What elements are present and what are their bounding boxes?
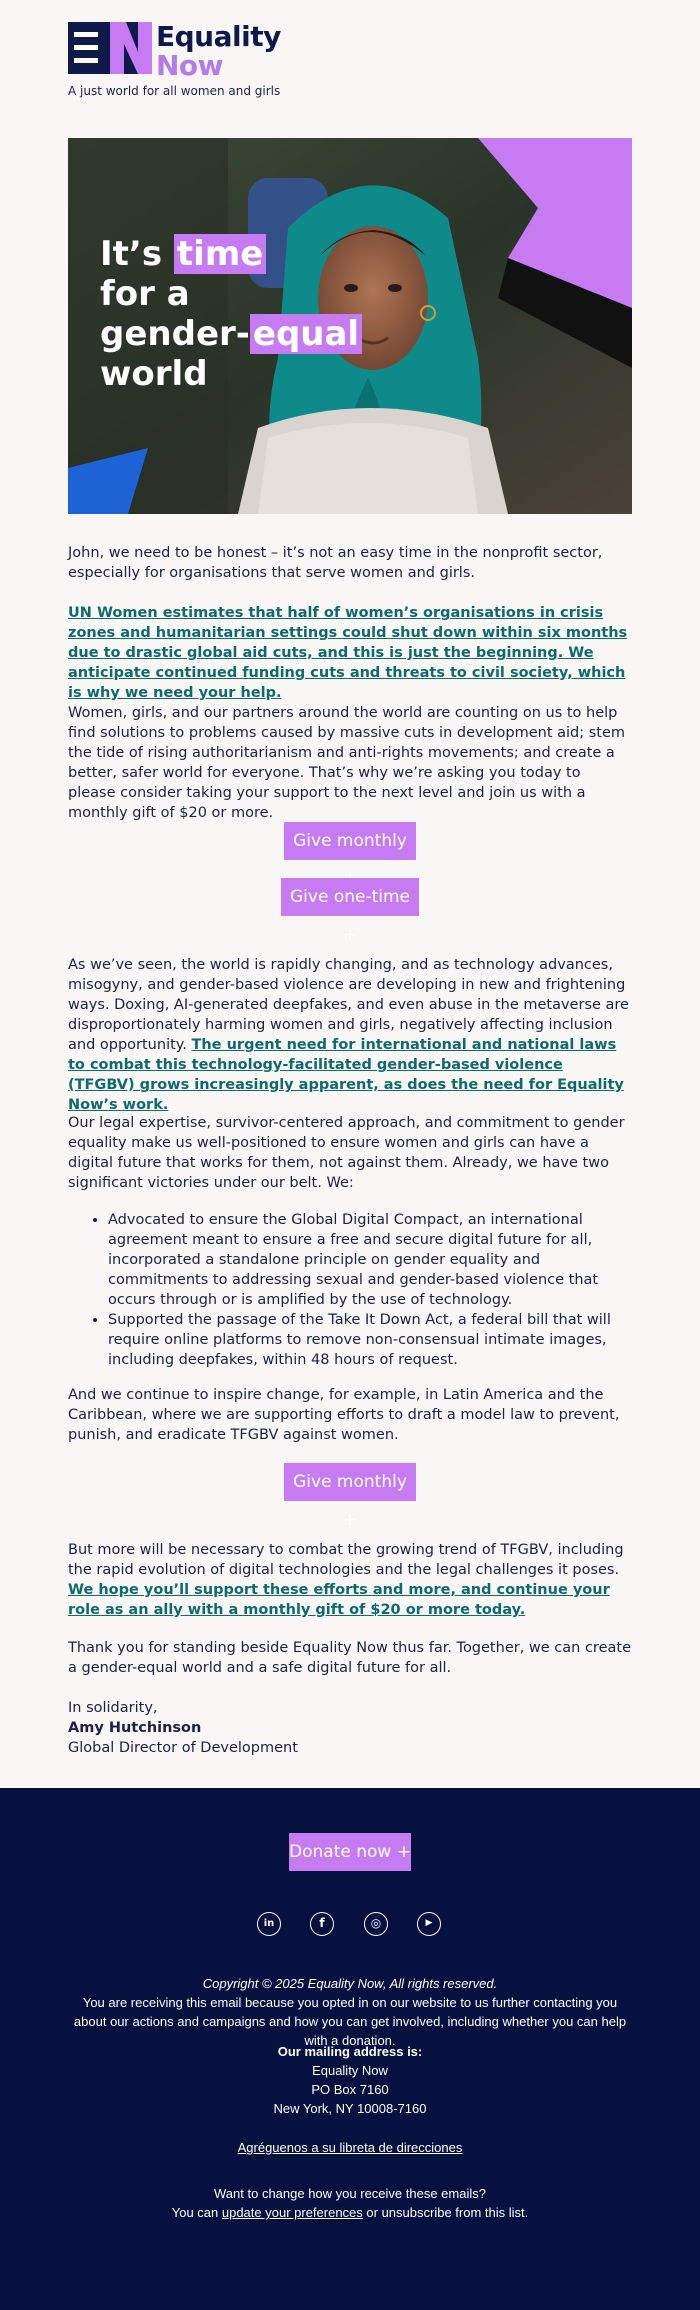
address-box: PO Box 7160 bbox=[311, 2082, 389, 2097]
give-monthly-button[interactable]: Give monthly bbox=[284, 822, 416, 860]
change-question: Want to change how you receive these emails? bbox=[214, 2186, 486, 2201]
list-item: • Supported the passage of the Take It Down Act, a federal bill that will require online platforms to remove non-consensual intimate images, including deepfakes, within 48 hours of request. bbox=[108, 1310, 632, 1370]
en-logo-mark-icon bbox=[68, 22, 152, 74]
signer-title: Global Director of Development bbox=[68, 1740, 298, 1756]
paragraph-more-needed bbox=[68, 1540, 632, 1620]
victories-list bbox=[68, 1210, 632, 1370]
un-women-link[interactable]: UN Women estimates that half of women’s organisations in crisis zones and humanitarian settings could shut down within six months due to drastic global aid cuts, and this is just the beginning. We anticipate continued funding cuts and threats to civil society, which is why we need your help. bbox=[68, 605, 628, 701]
change-pre: You can bbox=[171, 2205, 222, 2220]
hero-line3b: equal bbox=[250, 314, 362, 354]
tfgbv-link[interactable]: The urgent need for international and national laws to combat this technology-facilitated gender-based violence (TFGBV) grows increasingly apparent, as does the need for Equality Now’s work. bbox=[68, 1037, 624, 1113]
youtube-icon[interactable] bbox=[417, 1912, 441, 1936]
facebook-glyph: f bbox=[319, 1916, 325, 1930]
signature-block bbox=[68, 1698, 632, 1758]
hero-line3a: gender- bbox=[100, 314, 250, 354]
hero-image[interactable] bbox=[68, 138, 632, 514]
instagram-icon[interactable] bbox=[364, 1912, 388, 1936]
preferences-row bbox=[0, 2203, 700, 2222]
footer bbox=[0, 1788, 700, 2310]
hero-line1a: It’s bbox=[100, 234, 174, 274]
hero-line4: world bbox=[100, 354, 208, 394]
donate-now-button[interactable]: Donate now + bbox=[289, 1833, 411, 1871]
paragraph-thanks: Thank you for standing beside Equality Now thus far. Together, we can create a gender-equal world and a safe digital future for all. bbox=[68, 1640, 631, 1676]
paragraph-more-text: But more will be necessary to combat the growing trend of TFGBV, including the rapid evolution of digital technologies and the legal challenges it poses. bbox=[68, 1542, 624, 1578]
hero-headline bbox=[100, 234, 362, 394]
copyright: Copyright © 2025 Equality Now, All rights reserved. bbox=[202, 1976, 498, 1991]
tagline: A just world for all women and girls bbox=[68, 84, 281, 98]
instagram-glyph: ◎ bbox=[370, 1916, 382, 1930]
logo-word-now: Now bbox=[156, 49, 224, 82]
signer-name: Amy Hutchinson bbox=[68, 1720, 202, 1736]
hero-line2: for a bbox=[100, 274, 190, 314]
paragraph-tfgbv bbox=[68, 955, 632, 1115]
address-org: Equality Now bbox=[312, 2063, 388, 2078]
equality-now-logo[interactable] bbox=[68, 22, 348, 102]
give-one-time-button[interactable]: Give one-time + bbox=[281, 878, 419, 916]
logo-word-equality: Equality bbox=[156, 20, 281, 53]
facebook-icon[interactable] bbox=[310, 1912, 334, 1936]
give-monthly-button-2[interactable]: Give monthly + bbox=[284, 1463, 416, 1501]
change-post: or unsubscribe from this list. bbox=[362, 2205, 529, 2220]
signoff: In solidarity, bbox=[68, 1700, 158, 1716]
linkedin-glyph: in bbox=[263, 1918, 275, 1929]
paragraph-tfgbv-text: As we’ve seen, the world is rapidly changing, and as technology advances, misogyny, and gender-based violence are developing in new and frightening ways. Doxing, AI-generated deepfakes, and even abuse in the metaverse are disproportionately harming women and girls, negatively affecting inclusion and opportunity. bbox=[68, 957, 629, 1053]
paragraph-counting: Women, girls, and our partners around the world are counting on us to help find solutions to problems caused by massive cuts in development aid; stem the tide of rising authoritarianism and anti-rights movements; and create a better, safer world for everyone. That’s why we’re asking you today to please consider taking your support to the next level and join us with a monthly gift of $20 or more. bbox=[68, 705, 626, 821]
paragraph-intro: John, we need to be honest – it’s not an easy time in the nonprofit sector, especially for organisations that serve women and girls. bbox=[68, 545, 603, 581]
youtube-glyph: ▶ bbox=[425, 1918, 433, 1928]
linkedin-icon[interactable] bbox=[257, 1912, 281, 1936]
support-link[interactable]: We hope you’ll support these efforts and more, and continue your role as an ally with a monthly gift of $20 or more today. bbox=[68, 1582, 610, 1618]
address-city: New York, NY 10008-7160 bbox=[273, 2101, 427, 2116]
opt-in-notice: You are receiving this email because you opted in on our website to us further contacting you about our actions and campaigns and how you can get involved, including whether you can help with a donation. bbox=[73, 1995, 627, 2048]
list-item: • Advocated to ensure the Global Digital Compact, an international agreement meant to ensure a free and secure digital future for all, incorporated a standalone principle on gender equality and commitments to addressing sexual and gender-based violence that occurs through or is amplified by the use of technology. bbox=[108, 1210, 632, 1310]
paragraph-un-women bbox=[68, 603, 632, 703]
hero-line1b: time bbox=[174, 234, 266, 274]
address-book-link[interactable]: Agréguenos a su libreta de direcciones bbox=[237, 2140, 463, 2155]
paragraph-latin-america: And we continue to inspire change, for example, in Latin America and the Caribbean, where we are supporting efforts to draft a model law to prevent, punish, and eradicate TFGBV against women. bbox=[68, 1387, 620, 1443]
mailing-label: Our mailing address is: bbox=[277, 2044, 423, 2059]
update-preferences-link[interactable]: update your preferences bbox=[221, 2205, 363, 2220]
address-book-row bbox=[0, 2138, 700, 2157]
paragraph-expertise: Our legal expertise, survivor-centered approach, and commitment to gender equality make us well-positioned to ensure women and girls can have a digital future that works for them, not against them. Already, we have two significant victories under our belt. We: bbox=[68, 1115, 625, 1191]
